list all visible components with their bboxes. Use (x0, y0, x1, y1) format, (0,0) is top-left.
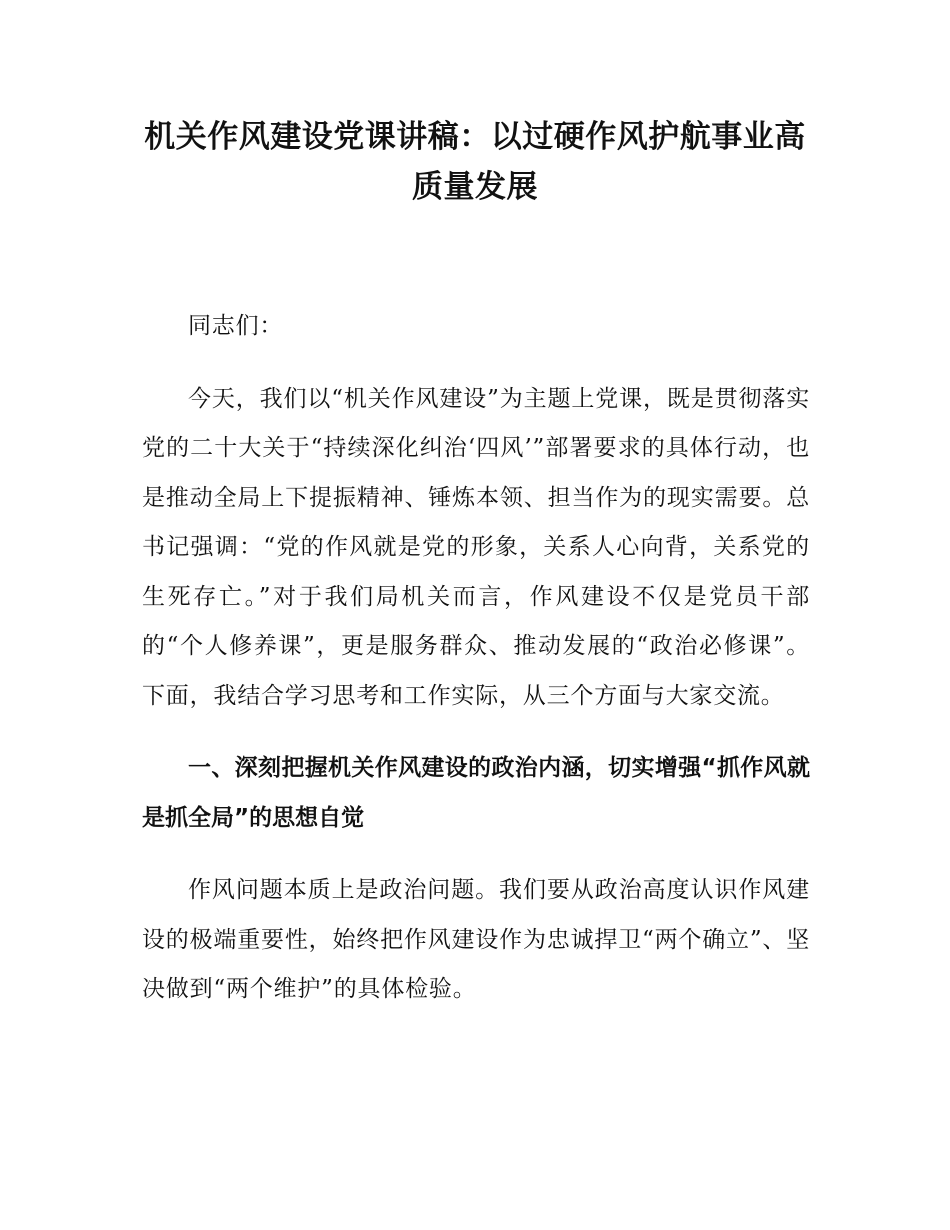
document-title: 机关作风建设党课讲稿：以过硬作风护航事业高质量发展 (144, 119, 806, 205)
document-body (142, 302, 810, 1038)
intro-paragraph: 今天，我们以“机关作风建设”为主题上党课，既是贯彻落实党的二十大关于“持续深化纠治‘四风’”部署要求的具体行动，也是推动全局上下提振精神、锤炼本领、担当作为的现实需要。总书记强调：“党的作风就是党的形象，关系人心向背，关系党的生死存亡。”对于我们局机关而言，作风建设不仅是党员干部的“个人修养课”，更是服务群众、推动发展的“政治必修课”。下面，我结合学习思考和工作实际，从三个方面与大家交流。 (142, 385, 810, 709)
section-heading-1: 一、深刻把握机关作风建设的政治内涵，切实增强“抓作风就是抓全局”的思想自觉 (142, 755, 810, 831)
section-1-paragraph: 作风问题本质上是政治问题。我们要从政治高度认识作风建设的极端重要性，始终把作风建设作为忠诚捍卫“两个确立”、坚决做到“两个维护”的具体检验。 (142, 877, 810, 1002)
greeting: 同志们： (188, 313, 284, 339)
